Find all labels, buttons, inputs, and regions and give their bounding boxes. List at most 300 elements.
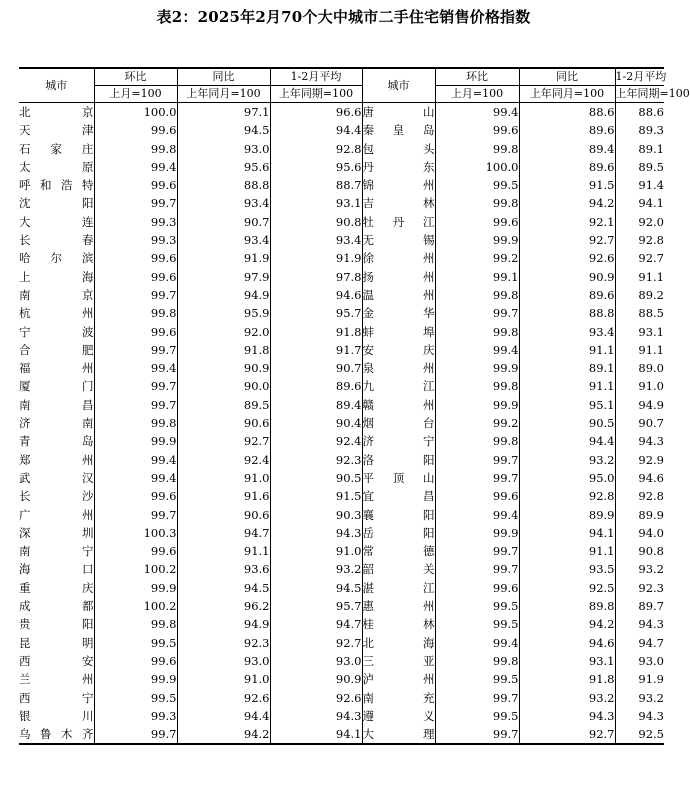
yoy-value-right: 94.6 [519,634,615,652]
city-name-right: 泸州 [362,670,435,688]
avg-value-left: 90.9 [270,670,362,688]
table-row [19,341,664,359]
mom-value-right: 99.2 [435,249,519,267]
avg-value-left: 96.6 [270,103,362,122]
table-row [19,377,664,395]
header-yoy-base-right: 上年同月=100 [519,86,615,103]
avg-value-right: 94.3 [638,434,664,449]
yoy-value-left: 93.0 [177,140,270,158]
mom-value-left: 100.2 [94,597,177,615]
table-row [19,432,664,450]
yoy-value-right: 92.7 [519,725,615,744]
avg-value-right: 88.6 [638,105,664,119]
table-row [19,542,664,560]
avg-value-left: 90.3 [270,506,362,524]
avg-value-right: 94.6 [638,470,664,485]
mom-value-left: 99.6 [94,249,177,267]
avg-value-right: 91.1 [638,269,664,284]
mom-value-right: 99.5 [435,707,519,725]
yoy-value-right: 92.7 [519,231,615,249]
yoy-value-right: 93.2 [519,689,615,707]
yoy-value-left: 95.9 [177,304,270,322]
mom-value-right: 99.5 [435,615,519,633]
mom-value-right: 99.6 [435,487,519,505]
mom-value-right: 99.6 [435,121,519,139]
city-name-left: 石家庄 [19,140,94,158]
city-name-right: 三亚 [362,652,435,670]
header-city-right: 城市 [362,68,435,103]
avg-value-left: 90.5 [270,469,362,487]
mom-value-left: 99.6 [94,121,177,139]
avg-value-left: 89.6 [270,377,362,395]
table-row [19,414,664,432]
mom-value-right: 99.8 [435,194,519,212]
city-name-left: 郑州 [19,451,94,469]
header-mom-right: 环比 [435,68,519,86]
table-row [19,615,664,633]
mom-value-right: 99.7 [435,304,519,322]
table-row [19,652,664,670]
city-name-left: 哈尔滨 [19,249,94,267]
mom-value-right: 99.7 [435,560,519,578]
header-city-left: 城市 [19,68,94,103]
mom-value-right: 99.4 [435,103,519,122]
table-row [19,121,664,139]
avg-value-right: 91.9 [638,672,664,687]
mom-value-right: 99.6 [435,213,519,231]
table-row [19,286,664,304]
avg-value-left: 94.6 [270,286,362,304]
city-name-left: 南昌 [19,396,94,414]
header-avg-base-right: 上年同期=100 [615,86,664,103]
avg-value-left: 91.7 [270,341,362,359]
yoy-value-left: 97.9 [177,268,270,286]
yoy-value-right: 91.1 [519,341,615,359]
city-name-right: 南充 [362,689,435,707]
mom-value-left: 100.2 [94,560,177,578]
city-name-right: 遵义 [362,707,435,725]
yoy-value-right: 88.6 [519,103,615,122]
mom-value-left: 99.9 [94,432,177,450]
mom-value-left: 100.0 [94,103,177,122]
yoy-value-right: 89.1 [519,359,615,377]
table-row [19,304,664,322]
yoy-value-left: 90.7 [177,213,270,231]
mom-value-left: 99.9 [94,579,177,597]
avg-value-right: 92.7 [638,251,664,266]
table-row [19,359,664,377]
city-name-right: 泉州 [362,359,435,377]
yoy-value-right: 94.1 [519,524,615,542]
avg-value-left: 90.7 [270,359,362,377]
yoy-value-left: 92.3 [177,634,270,652]
avg-value-right: 94.3 [638,617,664,632]
mom-value-right: 99.4 [435,341,519,359]
mom-value-left: 99.7 [94,725,177,744]
city-name-left: 北京 [19,103,94,122]
table-row [19,158,664,176]
mom-value-right: 99.8 [435,377,519,395]
city-name-right: 蚌埠 [362,323,435,341]
yoy-value-left: 91.0 [177,670,270,688]
city-name-left: 西安 [19,652,94,670]
mom-value-right: 99.8 [435,652,519,670]
city-name-left: 济南 [19,414,94,432]
avg-value-left: 88.7 [270,176,362,194]
mom-value-right: 100.0 [435,158,519,176]
yoy-value-left: 90.9 [177,359,270,377]
table-row [19,268,664,286]
mom-value-left: 99.6 [94,542,177,560]
yoy-value-left: 92.6 [177,689,270,707]
table-row [19,396,664,414]
yoy-value-left: 91.8 [177,341,270,359]
yoy-value-right: 92.6 [519,249,615,267]
mom-value-left: 99.7 [94,194,177,212]
city-name-left: 长沙 [19,487,94,505]
city-name-left: 银川 [19,707,94,725]
avg-value-left: 92.6 [270,689,362,707]
city-name-right: 惠州 [362,597,435,615]
avg-value-left: 90.4 [270,414,362,432]
table-row [19,451,664,469]
yoy-value-right: 92.8 [519,487,615,505]
yoy-value-right: 91.5 [519,176,615,194]
mom-value-right: 99.7 [435,689,519,707]
yoy-value-right: 94.4 [519,432,615,450]
avg-value-right: 93.0 [638,653,664,668]
city-name-left: 呼和浩特 [19,176,94,194]
mom-value-right: 99.9 [435,231,519,249]
yoy-value-left: 93.4 [177,194,270,212]
avg-value-right: 89.3 [638,123,664,138]
avg-value-right: 94.9 [638,397,664,412]
city-name-left: 重庆 [19,579,94,597]
avg-value-right: 94.0 [638,525,664,540]
header-mom-base-right: 上月=100 [435,86,519,103]
yoy-value-left: 91.9 [177,249,270,267]
avg-value-right: 91.4 [638,178,664,193]
table-row [19,707,664,725]
city-name-left: 沈阳 [19,194,94,212]
yoy-value-left: 94.4 [177,707,270,725]
table-row [19,469,664,487]
city-name-right: 湛江 [362,579,435,597]
mom-value-left: 99.6 [94,652,177,670]
city-name-right: 桂林 [362,615,435,633]
mom-value-right: 99.9 [435,396,519,414]
yoy-value-left: 92.4 [177,451,270,469]
table-row [19,231,664,249]
yoy-value-left: 88.8 [177,176,270,194]
yoy-value-left: 89.5 [177,396,270,414]
avg-value-left: 94.7 [270,615,362,633]
city-name-left: 贵阳 [19,615,94,633]
city-name-right: 韶关 [362,560,435,578]
avg-value-right: 88.5 [638,306,664,321]
yoy-value-left: 93.6 [177,560,270,578]
city-name-right: 无锡 [362,231,435,249]
avg-value-right: 90.8 [638,544,664,559]
mom-value-left: 99.9 [94,670,177,688]
city-name-left: 乌鲁木齐 [19,725,94,744]
yoy-value-left: 94.9 [177,615,270,633]
city-name-right: 吉林 [362,194,435,212]
avg-value-left: 92.7 [270,634,362,652]
mom-value-right: 99.4 [435,506,519,524]
avg-value-left: 94.3 [270,524,362,542]
city-name-left: 西宁 [19,689,94,707]
mom-value-right: 99.1 [435,268,519,286]
mom-value-left: 99.8 [94,615,177,633]
avg-value-right: 89.5 [638,159,664,174]
mom-value-right: 99.9 [435,524,519,542]
yoy-value-right: 88.8 [519,304,615,322]
avg-value-left: 89.4 [270,396,362,414]
avg-value-right: 94.7 [638,635,664,650]
city-name-right: 温州 [362,286,435,304]
mom-value-right: 99.5 [435,670,519,688]
city-name-right: 牡丹江 [362,213,435,231]
avg-value-right: 93.1 [638,324,664,339]
yoy-value-left: 90.0 [177,377,270,395]
city-name-left: 广州 [19,506,94,524]
header-row-2 [19,86,664,103]
yoy-value-left: 93.0 [177,652,270,670]
mom-value-left: 99.6 [94,323,177,341]
city-name-right: 九江 [362,377,435,395]
avg-value-right: 89.1 [638,141,664,156]
yoy-value-right: 89.6 [519,158,615,176]
mom-value-left: 99.4 [94,158,177,176]
mom-value-right: 99.5 [435,597,519,615]
yoy-value-right: 89.8 [519,597,615,615]
avg-value-right: 92.8 [638,233,664,248]
mom-value-left: 99.3 [94,707,177,725]
avg-value-left: 95.6 [270,158,362,176]
avg-value-left: 95.7 [270,304,362,322]
mom-value-right: 99.8 [435,323,519,341]
yoy-value-right: 91.8 [519,670,615,688]
city-name-left: 武汉 [19,469,94,487]
avg-value-right: 92.3 [638,580,664,595]
avg-value-right: 89.2 [638,287,664,302]
city-name-right: 平顶山 [362,469,435,487]
yoy-value-left: 92.7 [177,432,270,450]
avg-value-left: 94.1 [270,725,362,744]
city-name-left: 成都 [19,597,94,615]
avg-value-right: 91.1 [638,342,664,357]
city-name-right: 包头 [362,140,435,158]
avg-value-right: 94.3 [638,708,664,723]
yoy-value-left: 94.7 [177,524,270,542]
mom-value-left: 99.8 [94,414,177,432]
table-row [19,579,664,597]
yoy-value-left: 94.2 [177,725,270,744]
mom-value-left: 99.4 [94,469,177,487]
avg-value-right: 89.7 [638,599,664,614]
yoy-value-right: 93.2 [519,451,615,469]
table-row [19,634,664,652]
table-row [19,249,664,267]
city-name-right: 赣州 [362,396,435,414]
yoy-value-right: 90.9 [519,268,615,286]
city-name-right: 锦州 [362,176,435,194]
city-name-left: 南宁 [19,542,94,560]
mom-value-left: 99.7 [94,506,177,524]
mom-value-left: 99.7 [94,377,177,395]
yoy-value-left: 94.9 [177,286,270,304]
city-name-left: 宁波 [19,323,94,341]
yoy-value-right: 93.1 [519,652,615,670]
city-name-left: 合肥 [19,341,94,359]
table-row [19,689,664,707]
city-name-right: 丹东 [362,158,435,176]
city-name-right: 安庆 [362,341,435,359]
table-row [19,176,664,194]
city-name-left: 厦门 [19,377,94,395]
mom-value-right: 99.8 [435,286,519,304]
avg-value-left: 93.2 [270,560,362,578]
mom-value-right: 99.7 [435,469,519,487]
mom-value-right: 99.8 [435,432,519,450]
table-row [19,560,664,578]
yoy-value-right: 93.5 [519,560,615,578]
mom-value-left: 99.3 [94,213,177,231]
city-name-left: 青岛 [19,432,94,450]
table-row [19,103,664,122]
mom-value-left: 99.3 [94,231,177,249]
yoy-value-right: 92.5 [519,579,615,597]
table-row [19,506,664,524]
header-avg-right: 1-2月平均 [615,68,664,86]
yoy-value-right: 91.1 [519,377,615,395]
city-name-right: 唐山 [362,103,435,122]
yoy-value-left: 94.5 [177,579,270,597]
header-yoy-right: 同比 [519,68,615,86]
city-name-left: 上海 [19,268,94,286]
yoy-value-right: 89.6 [519,121,615,139]
header-avg-left: 1-2月平均 [270,68,362,86]
mom-value-right: 99.7 [435,451,519,469]
mom-value-left: 99.5 [94,689,177,707]
yoy-value-right: 89.6 [519,286,615,304]
header-mom-left: 环比 [94,68,177,86]
mom-value-right: 99.2 [435,414,519,432]
city-name-right: 常德 [362,542,435,560]
city-name-left: 太原 [19,158,94,176]
city-name-left: 福州 [19,359,94,377]
city-name-left: 昆明 [19,634,94,652]
yoy-value-left: 94.5 [177,121,270,139]
avg-value-left: 93.1 [270,194,362,212]
avg-value-left: 93.4 [270,231,362,249]
yoy-value-right: 94.2 [519,615,615,633]
yoy-value-left: 91.1 [177,542,270,560]
table-title: 表2：2025年2月70个大中城市二手住宅销售价格指数 [156,8,531,26]
avg-value-left: 94.3 [270,707,362,725]
avg-value-left: 91.8 [270,323,362,341]
mom-value-left: 99.7 [94,341,177,359]
yoy-value-right: 89.9 [519,506,615,524]
city-name-left: 南京 [19,286,94,304]
table-row [19,323,664,341]
avg-value-right: 91.0 [638,379,664,394]
table-row [19,725,664,744]
mom-value-left: 99.6 [94,487,177,505]
table-row [19,524,664,542]
header-yoy-left: 同比 [177,68,270,86]
city-name-right: 扬州 [362,268,435,286]
avg-value-left: 92.4 [270,432,362,450]
yoy-value-left: 96.2 [177,597,270,615]
avg-value-left: 91.0 [270,542,362,560]
avg-value-left: 93.0 [270,652,362,670]
mom-value-left: 99.4 [94,451,177,469]
city-name-right: 大理 [362,725,435,744]
yoy-value-left: 97.1 [177,103,270,122]
table-row [19,597,664,615]
city-name-right: 金华 [362,304,435,322]
yoy-value-right: 94.3 [519,707,615,725]
mom-value-left: 99.5 [94,634,177,652]
mom-value-right: 99.5 [435,176,519,194]
avg-value-left: 94.4 [270,121,362,139]
mom-value-left: 99.6 [94,268,177,286]
mom-value-right: 99.7 [435,725,519,744]
avg-value-left: 90.8 [270,213,362,231]
avg-value-right: 93.2 [638,562,664,577]
avg-value-left: 94.5 [270,579,362,597]
mom-value-left: 99.7 [94,396,177,414]
avg-value-left: 92.3 [270,451,362,469]
avg-value-right: 89.9 [638,507,664,522]
mom-value-left: 99.4 [94,359,177,377]
yoy-value-left: 95.6 [177,158,270,176]
yoy-value-right: 89.4 [519,140,615,158]
avg-value-left: 97.8 [270,268,362,286]
city-name-right: 北海 [362,634,435,652]
mom-value-right: 99.7 [435,542,519,560]
avg-value-left: 91.5 [270,487,362,505]
avg-value-left: 91.9 [270,249,362,267]
mom-value-left: 100.3 [94,524,177,542]
city-name-left: 兰州 [19,670,94,688]
city-name-right: 徐州 [362,249,435,267]
mom-value-right: 99.4 [435,634,519,652]
city-name-left: 大连 [19,213,94,231]
yoy-value-right: 92.1 [519,213,615,231]
city-name-right: 洛阳 [362,451,435,469]
city-name-right: 秦皇岛 [362,121,435,139]
mom-value-right: 99.8 [435,140,519,158]
avg-value-right: 92.9 [638,452,664,467]
table-row [19,213,664,231]
avg-value-left: 95.7 [270,597,362,615]
city-name-right: 济宁 [362,432,435,450]
yoy-value-left: 90.6 [177,506,270,524]
header-row-1 [19,68,664,86]
city-name-right: 襄阳 [362,506,435,524]
yoy-value-right: 93.4 [519,323,615,341]
table-row [19,194,664,212]
city-name-right: 烟台 [362,414,435,432]
mom-value-left: 99.7 [94,286,177,304]
yoy-value-right: 95.1 [519,396,615,414]
price-index-table [19,67,690,745]
city-name-left: 长春 [19,231,94,249]
header-yoy-base-left: 上年同月=100 [177,86,270,103]
